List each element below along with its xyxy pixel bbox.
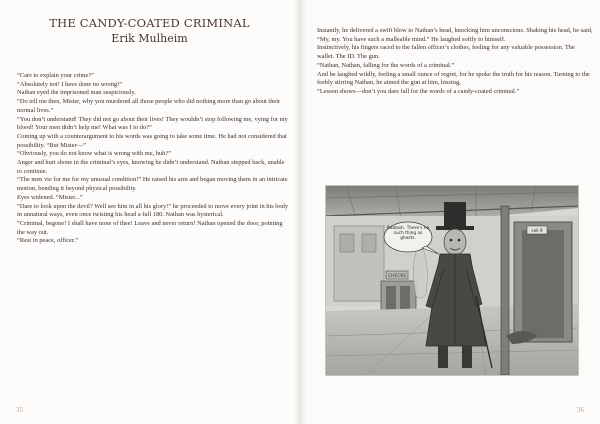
paragraph: Instantly, he delivered a swift blow to Nathan’s head, knocking him unconscious. Shaking his head, he said, [317, 27, 593, 34]
page-number: 36 [577, 406, 584, 414]
door-sign-text: cell 9 [531, 228, 543, 233]
paragraph: “Lesson shows—don’t you dare fall for the words of a candy-coated criminal.” [317, 87, 520, 95]
paragraph: Nathan eyed the imprisoned man suspiciously. [17, 89, 136, 97]
right-body-text [317, 27, 593, 97]
paragraph: “Absolutely not! I have done no wrong!” [17, 80, 123, 88]
paragraph: “Criminal, begone! I shall have none of thee! Leave and never return! Nathan opened the door, pointing the way out. [17, 219, 283, 236]
paragraph: “Care to explain your crime?” [17, 72, 95, 79]
paragraph: Anger and hurt shone in the criminal’s eyes, knowing he didn’t understand. Nathan stepped back, unable to continue. [17, 159, 285, 175]
right-page [301, 0, 600, 424]
plate-text: CHECKS [387, 274, 407, 279]
paragraph: “Nathan, Nathan, falling for the words of a criminal.” [317, 61, 455, 69]
paragraph: Instinctively, his fingers raced to the fallen officer’s clothes, feeling for any valuable possession. The wallet. The ID. The gun. [317, 44, 575, 61]
story-title: THE CANDY-COATED CRIMINAL [49, 16, 250, 30]
paragraph: Coming up with a counterargument to his words was going to take some time. He had not considered that possibility. “But Mister—” [17, 132, 287, 149]
left-body-text [17, 72, 291, 246]
paragraph: “Rest in peace, officer.” [17, 237, 79, 245]
pencil-illustration [325, 185, 579, 376]
paragraph: “You don’t understand! They did not go about their lives! They wouldn’t stop following me, vying for my blood! Your men didn’t help me! What was I to do?” [17, 115, 288, 132]
page-number: 35 [16, 406, 23, 414]
paragraph: “Do tell me then, Mister, why you murdered all those people who did nothing more than go about their normal lives.” [17, 98, 281, 114]
story-author: Erik Mulheim [111, 32, 188, 45]
paragraph: And he laughed wildly, feeling a small ounce of regret, for he spoke the truth for his reason. Turning to the feebly stirring Nathan, he aimed the gun at him, hissing, [317, 70, 590, 87]
paragraph: “Dare to look upon the devil? Well see him in all his glory!” he proceeded to move every joint in his body in unnatural ways, even once twisting his head a full 180. Nathan was hysterical. [17, 202, 289, 219]
paragraph: “My, my. You have such a malleable mind.” He laughed softly to himself. [317, 35, 506, 43]
paragraph: Eyes widened. “Mister...” [17, 193, 83, 201]
paragraph: “Obviously, you do not know what is wrong with me, huh?” [17, 150, 172, 158]
gutter-shadow [301, 0, 307, 424]
sketch-drawing [326, 186, 578, 375]
left-page [0, 0, 299, 424]
gutter-shadow [293, 0, 299, 424]
paragraph: “The men vie for me for my unusual condition!” He raised his arm and began moving them in an intricate motion, bending it beyond physical possibility. [17, 176, 288, 193]
speech-bubble-text: Rubbish. There's no such thing as ghosts. [386, 226, 430, 241]
